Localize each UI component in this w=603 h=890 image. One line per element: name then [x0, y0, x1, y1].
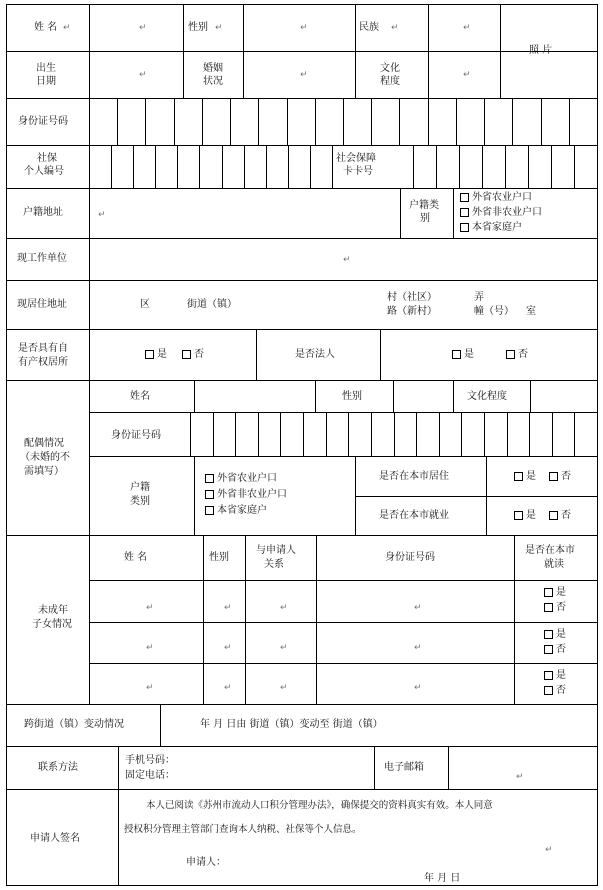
rule — [428, 4, 429, 98]
village-label: 村（社区） — [387, 292, 437, 303]
marital-label-1: 婚姻 — [203, 63, 223, 74]
spouse-id-cell[interactable] — [395, 413, 417, 456]
education-label-1: 文化 — [380, 63, 400, 74]
paragraph-mark: ↵ — [224, 683, 232, 693]
checkbox[interactable] — [544, 645, 553, 654]
id-digit-cell[interactable] — [372, 99, 399, 145]
id-digit-cell[interactable] — [231, 99, 258, 145]
paragraph-mark: ↵ — [516, 772, 524, 782]
digit-cell-divider — [332, 145, 333, 188]
checkbox[interactable] — [205, 474, 214, 483]
rule — [6, 4, 7, 886]
spouse-name-label: 姓名 — [130, 391, 150, 402]
mobile-field[interactable] — [185, 750, 370, 766]
checkbox[interactable] — [514, 472, 523, 481]
si-number-cell[interactable] — [200, 146, 221, 188]
spouse-id-cell[interactable] — [440, 413, 462, 456]
child-relation-header-1: 与申请人 — [256, 545, 296, 556]
ethnicity-label: 民族 — [359, 22, 379, 33]
photo-label: 照 片 — [529, 45, 553, 56]
birth-label-2: 日期 — [36, 76, 56, 87]
rule — [243, 4, 244, 98]
spouse-education-label: 文化程度 — [467, 391, 507, 402]
spouse-label-1: 配偶情况 — [24, 438, 64, 449]
checkbox[interactable] — [544, 671, 553, 680]
rule — [316, 535, 317, 704]
minors-label-1: 未成年 — [38, 605, 68, 616]
id-digit-cell[interactable] — [316, 99, 343, 145]
property-label-2: 有产权居所 — [18, 357, 68, 368]
checkbox[interactable] — [514, 511, 523, 520]
child-gender-header: 性别 — [209, 552, 229, 563]
room-label: 室 — [526, 306, 536, 317]
paragraph-mark: ↵ — [146, 643, 154, 653]
si-number-cell[interactable] — [289, 146, 310, 188]
rule — [245, 535, 246, 704]
rule — [355, 496, 598, 497]
work-in-city-label: 是否在本市就业 — [379, 510, 449, 521]
checkbox[interactable] — [205, 490, 214, 499]
si-number-cell[interactable] — [90, 146, 111, 188]
paragraph-mark: ↵ — [139, 70, 147, 80]
child-school-header-2: 就读 — [544, 559, 564, 570]
si-card-cell[interactable] — [483, 146, 505, 188]
property-no[interactable]: 否 — [182, 349, 204, 361]
id-digit-cell[interactable] — [118, 99, 145, 145]
spouse-id-cell[interactable] — [372, 413, 394, 456]
id-digit-cell[interactable] — [513, 99, 540, 145]
si-number-cell[interactable] — [245, 146, 266, 188]
id-number-label: 身份证号码 — [18, 116, 68, 127]
building-label: 幢（号） — [474, 306, 514, 317]
child-relation-header-2: 关系 — [264, 559, 284, 570]
paragraph-mark: ↵ — [224, 643, 232, 653]
si-number-cell[interactable] — [223, 146, 244, 188]
child-2-no[interactable]: 否 — [544, 644, 566, 656]
paragraph-mark: ↵ — [391, 23, 399, 33]
email-field[interactable] — [449, 747, 597, 789]
signature-date: 年 月 日 — [424, 873, 461, 884]
current-address-label: 现居住地址 — [17, 299, 67, 310]
rule — [453, 188, 454, 238]
mobile-label: 手机号码： — [125, 755, 175, 766]
rule — [315, 380, 316, 412]
signature-label: 申请人签名 — [30, 833, 80, 844]
paragraph-mark: ↵ — [414, 683, 422, 693]
si-number-cell[interactable] — [267, 146, 288, 188]
id-digit-cell[interactable] — [429, 99, 456, 145]
paragraph-mark: ↵ — [280, 603, 288, 613]
rule — [6, 885, 598, 886]
id-digit-cell[interactable] — [570, 99, 597, 145]
checkbox[interactable] — [145, 350, 154, 359]
si-card-cell[interactable] — [552, 146, 574, 188]
checkbox[interactable] — [452, 350, 461, 359]
spouse-id-cell[interactable] — [304, 413, 326, 456]
photo-box[interactable] — [501, 5, 597, 98]
paragraph-mark: ↵ — [300, 70, 308, 80]
paragraph-mark: ↵ — [224, 603, 232, 613]
spouse-id-cell[interactable] — [530, 413, 552, 456]
checkbox[interactable] — [182, 350, 191, 359]
si-number-cell[interactable] — [178, 146, 199, 188]
checkbox[interactable] — [544, 588, 553, 597]
paragraph-mark: ↵ — [280, 643, 288, 653]
paragraph-mark: ↵ — [215, 23, 223, 33]
property-yes[interactable]: 是 — [145, 349, 167, 361]
child-1-yes[interactable]: 是 — [544, 587, 566, 599]
rule — [118, 746, 119, 886]
hukou-type-label-2: 别 — [420, 213, 430, 224]
checkbox[interactable] — [544, 630, 553, 639]
paragraph-mark: ↵ — [280, 683, 288, 693]
signature-field[interactable] — [230, 850, 410, 870]
lane-label: 弄 — [474, 292, 484, 303]
si-card-label-2: 卡卡号 — [343, 166, 373, 177]
social-security-label-2: 个人编号 — [24, 166, 64, 177]
si-card-cell[interactable] — [460, 146, 482, 188]
live-yes[interactable]: 是 — [514, 471, 536, 483]
rule — [453, 380, 454, 412]
social-security-label-1: 社保 — [37, 153, 57, 164]
checkbox[interactable] — [460, 208, 469, 217]
si-number-cell[interactable] — [156, 146, 177, 188]
id-digit-cell[interactable] — [175, 99, 202, 145]
rule — [203, 535, 204, 704]
rule — [514, 535, 515, 704]
paragraph-mark: ↵ — [343, 255, 351, 265]
live-no[interactable]: 否 — [549, 471, 571, 483]
si-number-cell[interactable] — [112, 146, 133, 188]
road-label: 路（新村） — [387, 306, 437, 317]
rule — [89, 456, 598, 457]
paragraph-mark: ↵ — [139, 23, 147, 33]
hukou-option[interactable]: 外省农业户口 — [460, 192, 532, 204]
rule — [89, 663, 598, 664]
subdistrict-change-text: 年 月 日由 街道（镇）变动至 街道（镇） — [200, 719, 383, 730]
si-number-cell[interactable] — [134, 146, 155, 188]
rule — [89, 580, 598, 581]
spouse-id-cell[interactable] — [417, 413, 439, 456]
hukou-type-label-1: 户籍类 — [409, 200, 439, 211]
subdistrict-change-label: 跨街道（镇）变动情况 — [24, 719, 124, 730]
checkbox[interactable] — [205, 506, 214, 515]
child-2-yes[interactable]: 是 — [544, 629, 566, 641]
spouse-hukou-label-1: 户籍 — [130, 482, 150, 493]
rule — [597, 4, 598, 886]
id-digit-cell[interactable] — [400, 99, 427, 145]
rule — [89, 622, 598, 623]
paragraph-mark: ↵ — [463, 70, 471, 80]
rule — [194, 380, 195, 412]
paragraph-mark: ↵ — [300, 23, 308, 33]
checkbox[interactable] — [544, 603, 553, 612]
spouse-id-label: 身份证号码 — [111, 430, 161, 441]
live-in-city-label: 是否在本市居住 — [379, 471, 449, 482]
district-label: 区 — [140, 299, 150, 310]
spouse-id-cell[interactable] — [236, 413, 258, 456]
paragraph-mark: ↵ — [63, 23, 71, 33]
household-address-field[interactable] — [90, 189, 400, 238]
spouse-hukou-option[interactable]: 本省家庭户 — [205, 505, 267, 517]
rule — [374, 746, 375, 789]
paragraph-mark: ↵ — [414, 603, 422, 613]
work-yes[interactable]: 是 — [514, 510, 536, 522]
rule — [6, 380, 598, 381]
rule — [6, 789, 598, 790]
rule — [194, 456, 195, 535]
spouse-id-cell[interactable] — [327, 413, 349, 456]
spouse-label-2: （未婚的不 — [20, 452, 70, 463]
child-3-yes[interactable]: 是 — [544, 670, 566, 682]
si-card-cell[interactable] — [529, 146, 551, 188]
rule — [355, 456, 356, 535]
rule — [6, 535, 598, 536]
id-digit-cell[interactable] — [259, 99, 286, 145]
rule — [256, 329, 257, 380]
child-3-no[interactable]: 否 — [544, 685, 566, 697]
legal-person-no[interactable]: 否 — [506, 349, 528, 361]
id-digit-cell[interactable] — [542, 99, 569, 145]
gender-label: 性别 — [188, 22, 208, 33]
spouse-id-cell[interactable] — [349, 413, 371, 456]
email-label: 电子邮箱 — [384, 762, 424, 773]
rule — [530, 380, 531, 412]
child-1-no[interactable]: 否 — [544, 602, 566, 614]
hukou-option[interactable]: 外省非农业户口 — [460, 207, 542, 219]
id-digit-cell[interactable] — [288, 99, 315, 145]
spouse-gender-label: 性别 — [342, 391, 362, 402]
rule — [486, 456, 487, 535]
hukou-option[interactable]: 本省家庭户 — [460, 222, 522, 234]
paragraph-mark: ↵ — [98, 210, 106, 220]
si-card-cell[interactable] — [506, 146, 528, 188]
education-label-2: 程度 — [380, 76, 400, 87]
name-label: 姓 名 — [34, 22, 58, 33]
employer-label: 现工作单位 — [17, 253, 67, 264]
declaration-line-2: 授权积分管理主管部门查询本人纳税、社保等个人信息。 — [124, 824, 362, 835]
id-digit-cell[interactable] — [146, 99, 173, 145]
checkbox[interactable] — [506, 350, 515, 359]
checkbox[interactable] — [549, 511, 558, 520]
si-number-cell[interactable] — [311, 146, 332, 188]
checkbox[interactable] — [460, 223, 469, 232]
spouse-id-cell[interactable] — [485, 413, 507, 456]
legal-person-label: 是否法人 — [295, 349, 335, 360]
paragraph-mark: ↵ — [146, 603, 154, 613]
paragraph-mark: ↵ — [463, 23, 471, 33]
birth-label-1: 出生 — [36, 63, 56, 74]
landline-field[interactable] — [185, 768, 370, 784]
si-card-cell[interactable] — [414, 146, 436, 188]
child-school-header-1: 是否在本市 — [525, 545, 575, 556]
spouse-id-cell[interactable] — [462, 413, 484, 456]
si-card-cell[interactable] — [575, 146, 597, 188]
spouse-label-3: 需填写） — [24, 466, 64, 477]
checkbox[interactable] — [460, 193, 469, 202]
child-name-header: 姓 名 — [124, 552, 148, 563]
si-card-cell[interactable] — [437, 146, 459, 188]
spouse-id-cell[interactable] — [191, 413, 213, 456]
street-label: 街道（镇） — [187, 299, 237, 310]
spouse-id-cell[interactable] — [575, 413, 597, 456]
rule — [400, 188, 401, 238]
rule — [380, 329, 381, 380]
legal-person-yes[interactable]: 是 — [452, 349, 474, 361]
id-digit-cell[interactable] — [485, 99, 512, 145]
spouse-hukou-option[interactable]: 外省农业户口 — [205, 473, 277, 485]
id-digit-cell[interactable] — [457, 99, 484, 145]
checkbox[interactable] — [544, 686, 553, 695]
id-digit-cell[interactable] — [344, 99, 371, 145]
rule — [160, 704, 161, 746]
rule — [183, 4, 184, 98]
contact-label: 联系方法 — [38, 762, 78, 773]
checkbox[interactable] — [549, 472, 558, 481]
applicant-label: 申请人： — [186, 857, 226, 868]
spouse-id-cell[interactable] — [281, 413, 303, 456]
rule — [6, 329, 598, 330]
id-digit-cell[interactable] — [90, 99, 117, 145]
spouse-id-cell[interactable] — [508, 413, 530, 456]
declaration-line-1: 本人已阅读《苏州市流动人口积分管理办法》，确保提交的资料真实有效。本人同意 — [146, 800, 493, 811]
paragraph-mark: ↵ — [414, 643, 422, 653]
spouse-hukou-label-2: 类别 — [130, 496, 150, 507]
rule — [6, 280, 598, 281]
paragraph-mark: ↵ — [545, 845, 553, 855]
rule — [6, 704, 598, 705]
spouse-hukou-option[interactable]: 外省非农业户口 — [205, 489, 287, 501]
id-digit-cell[interactable] — [203, 99, 230, 145]
landline-label: 固定电话： — [125, 770, 175, 781]
marital-label-2: 状况 — [203, 76, 223, 87]
work-no[interactable]: 否 — [549, 510, 571, 522]
si-card-label-1: 社会保障 — [336, 153, 376, 164]
property-label-1: 是否具有自 — [18, 343, 68, 354]
minors-label-2: 子女情况 — [32, 619, 72, 630]
spouse-id-cell[interactable] — [553, 413, 575, 456]
rule — [393, 380, 394, 412]
child-id-header: 身份证号码 — [385, 552, 435, 563]
household-address-label: 户籍地址 — [23, 207, 63, 218]
rule — [355, 4, 356, 98]
paragraph-mark: ↵ — [146, 683, 154, 693]
spouse-id-cell[interactable] — [259, 413, 281, 456]
spouse-id-cell[interactable] — [214, 413, 236, 456]
